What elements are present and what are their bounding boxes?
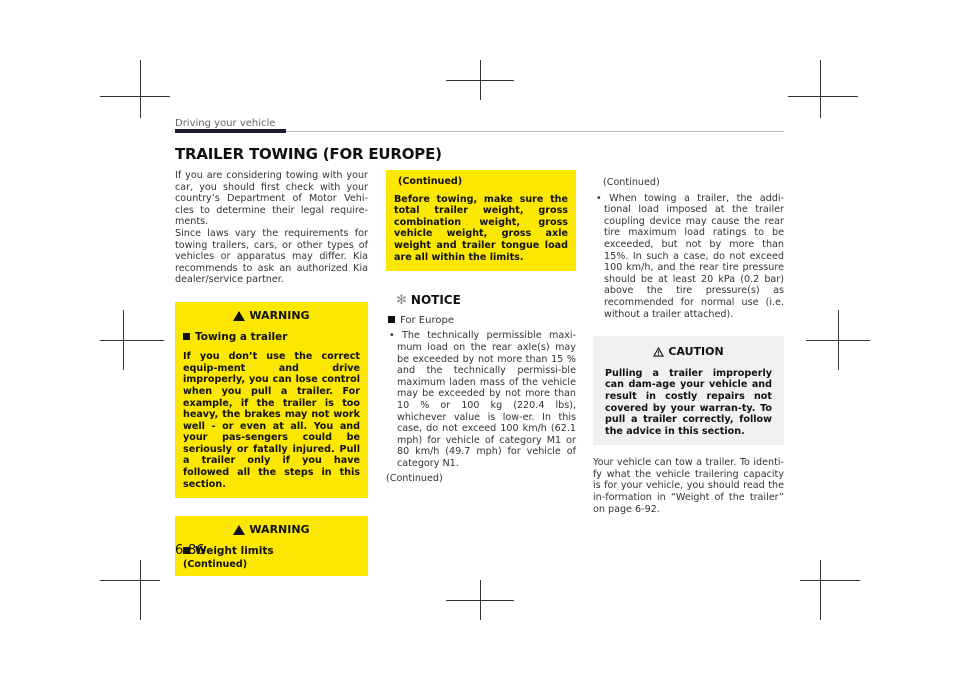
header-bar	[175, 129, 286, 133]
warning-triangle-icon	[233, 311, 245, 321]
notice-subtitle: For Europe	[388, 315, 576, 327]
notice-label: NOTICE	[410, 293, 461, 308]
warning-heading	[183, 524, 360, 536]
caution-heading	[605, 346, 772, 358]
square-bullet-icon	[388, 316, 395, 323]
column-3	[593, 177, 784, 515]
outro-paragraph: Your vehicle can tow a trailer. To identi-fy what the vehicle trailering capacity is for your vehicle, you should read the in-formation in “Weight of the trailer” on page 6-92.	[593, 457, 784, 515]
warning-box-towing	[175, 302, 368, 498]
intro-paragraph-2: Since laws vary the requirements for towing trailers, cars, or other types of vehicles or apparatus may differ. Kia recommends to ask an authorized Kia dealer/service partner.	[175, 227, 368, 286]
caution-label: CAUTION	[668, 345, 724, 359]
notice-star-icon: ✻	[396, 293, 407, 309]
continued-label: (Continued)	[386, 473, 443, 485]
column-2	[386, 170, 576, 485]
warning-body: If you don’t use the correct equip-ment and drive improperly, you can lose control when you pull a trailer. For example, if the trailer is too heavy, the brakes may not work well - or even at all. You and your pas-sengers could be seriously or fatally injured. Pull a trailer only if you have followed all the steps in this section.	[183, 351, 360, 490]
caution-body: Pulling a trailer improperly can dam-age your vehicle and result in costly repairs not covered by your warran-ty. To pull a trailer correctly, follow the advice in this section.	[605, 367, 772, 437]
continued-label: (Continued)	[603, 177, 660, 188]
warning-label: WARNING	[249, 308, 310, 322]
warning-label: WARNING	[249, 523, 310, 537]
notice-bullet: • The technically permissible maxi-mum load on the rear axle(s) may be exceeded by not more than 15 % and the technically permissi-ble maximum laden mass of the vehicle may be exceeded by not more than 10 % or 100 kg (220.4 lbs), whichever value is low-er. In this case, do not exceed 100 km/h (62.1 mph) for vehicle of category M1 or 80 km/h (49.7 mph) for vehicle of category N1.	[389, 330, 577, 469]
warning-box-continued	[386, 170, 576, 271]
intro-paragraph: If you are considering towing with your car, you should first check with your country’s Department of Motor Vehi-cles to determine their legal require-ments.	[175, 170, 368, 228]
page-title: TRAILER TOWING (FOR EUROPE)	[175, 145, 442, 163]
warning-subtitle: Towing a trailer	[183, 332, 360, 344]
warning-heading	[183, 310, 360, 322]
page-number: 6-86	[175, 543, 205, 558]
warning-triangle-icon	[233, 525, 245, 535]
column-1	[175, 170, 368, 576]
notice-bullet: • When towing a trailer, the addi-tional load imposed at the trailer coupling device may cause the rear tire maximum load ratings to be exceeded, but not by more than 15%. In such a case, do not exceed 100 km/h, and the rear tire pressure should be at least 20 kPa (0.2 bar) above the tire pressure(s) as recommended for normal use (i.e. without a trailer attached).	[596, 192, 784, 320]
header-rule	[286, 131, 784, 132]
continued-label: (Continued)	[183, 559, 248, 571]
warning-subtitle: Weight limits	[183, 546, 360, 558]
continued-label: (Continued)	[398, 176, 463, 187]
notice-heading	[396, 295, 576, 307]
square-bullet-icon	[183, 333, 190, 340]
section-header: Driving your vehicle	[175, 118, 276, 129]
caution-box	[593, 336, 784, 445]
caution-triangle-icon	[653, 347, 664, 357]
warning-body: Before towing, make sure the total trailer weight, gross combination weight, gross vehicle weight, gross axle weight and trailer tongue load are all within the limits.	[394, 193, 568, 263]
